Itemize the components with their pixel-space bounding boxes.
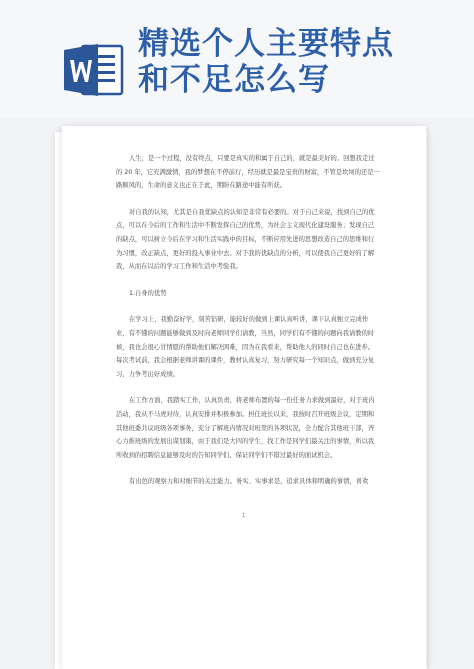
section-heading: 1.自身的优势 [129, 289, 167, 297]
word-icon [62, 38, 126, 102]
paragraph-self-knowledge: 对自我的认知，尤其是自我优缺点的认知是非常有必要的。对于自己来说，找到自己的优点，可以在今后的工作和生活中不断发挥自己的优势，为社会主义现代化建设服务；发现自己的缺点，可以树立今后在学习和生活实践中的目标，不断应用先进的思想改造自己的思维和行为习惯，改正缺点，更好的投入事业中去。对于我的优缺点的分析，可以使我自己更好的了解我，从而在以后的学习工作和生活中考验我。 [116, 208, 375, 271]
title-line-2: 和不足怎么写 [138, 62, 330, 98]
paragraph-observation: 有出色的观察力和对细节的关注能力。务实、实事求是，追求具体和明确的事情，喜欢 [129, 478, 369, 486]
document-page [62, 126, 426, 669]
page-number: 1 [242, 513, 246, 519]
document-body [116, 152, 380, 502]
paragraph-work: 在工作方面，我踏实工作，认真负责，将老师布置的每一份任务力求做到最好，对于班内活动，我从不马虎对待，认真安排并积极参加。担任班长以来，我按时召开班级会议，定期和其他班委共议班级各项事务，充分了解班内情况对班里的各项状况，全力配合其他班干部，齐心力推班级的发展出谋划策，由于我们是大四的学生，找工作是同学们最关注的事情，所以我所收到的招聘信息能够及时的告知同学们，保证同学们不错过最好的面试机会。 [116, 397, 375, 459]
paragraph-study: 在学习上，我勤奋好学，刻苦钻研，能较好的做到上课认真听讲，课下认真独立完成作业，有不懂的问题能够做到及时向老师同学们请教，当然，同学们有不懂的问题向我请教的时候，我也会很心甘情愿的帮助他们解决困难，因为在我看来，帮助他人的同时自己也在进步。每次考试前，我会根据老师讲课的课件，教材认真复习，努力研究每一个知识点，做到充分复习，力争考出好成绩。 [116, 316, 375, 378]
title-line-1: 精选个人主要特点 [138, 26, 394, 62]
paragraph-intro: 人生，是一个过程，没有终点，只要是真实的和属于自己的，就是最美好的。回想我走过的 20 年，它充满激情，我的梦想在不停前行，经历就是最是宝贵的财富，不管是坎坷的还是一路顺风的，生命的意义也正在于此，期盼在路途中能有所获。 [116, 155, 380, 190]
page-title [138, 26, 468, 98]
header-banner [0, 0, 474, 118]
